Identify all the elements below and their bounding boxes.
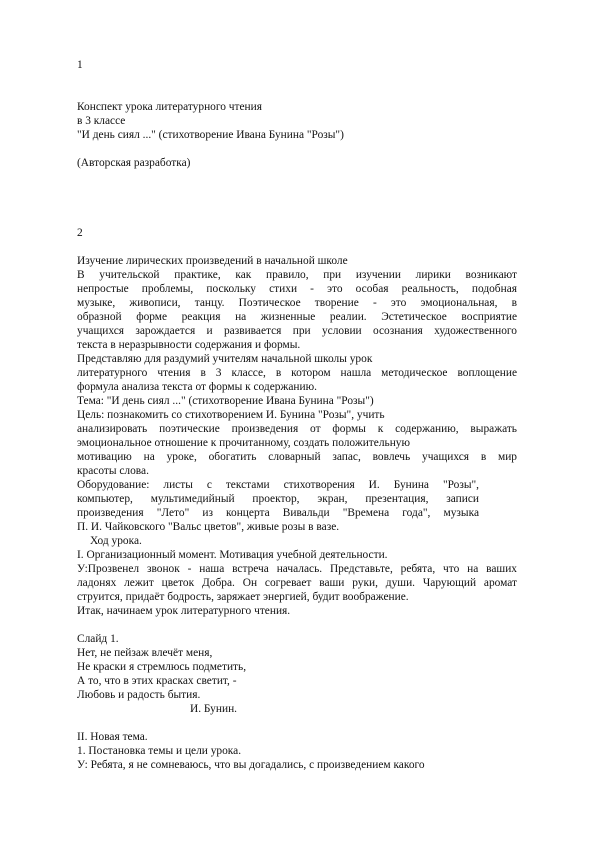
page-number-1: 1	[77, 59, 83, 71]
text-line: музыке, живописи, танцу. Поэтическое творение - это эмоциональная, в	[77, 297, 517, 309]
text-line: литературного чтения в 3 классе, в котором нашла методическое воплощение	[77, 367, 517, 379]
text-line: струится, придаёт бодрость, заряжает энергией, будит воображение.	[77, 591, 409, 603]
poem-line: Не краски я стремлюсь подметить,	[77, 661, 247, 673]
equipment: Оборудование: листы с текстами стихотворения И. Бунина "Розы",	[77, 479, 479, 491]
text-line: У: Ребята, я не сомневаюсь, что вы догадались, с произведением какого	[77, 759, 425, 771]
text-line: ладонях лежит цветок Добра. Он согревает ваши руки, души. Чарующий аромат	[77, 577, 517, 589]
section-heading: Изучение лирических произведений в начальной школе	[77, 255, 348, 267]
text-line: компьютер, мультимедийный проектор, экран, презентация, записи	[77, 493, 479, 505]
text-line: Представляю для раздумий учителям начальной школы урок	[77, 353, 373, 365]
text-line: образной форме реакция на жизненные реалии. Эстетическое восприятие	[77, 311, 517, 323]
text-line: У:Прозвенел звонок - наша встреча началась. Представьте, ребята, что на ваших	[77, 563, 517, 575]
lesson-title-line-2: в 3 классе	[77, 115, 126, 127]
stage-heading: I. Организационный момент. Мотивация учебной деятельности.	[77, 549, 388, 561]
lesson-topic: Тема: "И день сиял ..." (стихотворение Ивана Бунина "Розы")	[77, 395, 374, 407]
poem-line: А то, что в этих красках светит, -	[77, 675, 237, 687]
text-line: Итак, начинаем урок литературного чтения.	[77, 605, 291, 617]
page-number-2: 2	[77, 227, 83, 239]
text-line: текста в неразрывности содержания и формы.	[77, 339, 301, 351]
lesson-goal: Цель: познакомить со стихотворением И. Бунина "Розы", учить	[77, 409, 385, 421]
stage-heading: II. Новая тема.	[77, 731, 148, 743]
text-line: анализировать поэтические произведения от формы к содержанию, выражать	[77, 423, 517, 435]
poem-line: Нет, не пейзаж влечёт меня,	[77, 647, 213, 659]
lesson-title-line-1: Конспект урока литературного чтения	[77, 101, 262, 113]
text-line: В учительской практике, как правило, при изучении лирики возникают	[77, 269, 517, 281]
text-line: 1. Постановка темы и цели урока.	[77, 745, 242, 757]
text-line: непростые проблемы, поскольку стихи - это особая реальность, подобная	[77, 283, 517, 295]
lesson-progress-heading: Ход урока.	[90, 535, 142, 547]
text-line: произведения "Лето" из концерта Вивальди "Времена года", музыка	[77, 507, 479, 519]
poem-line: Любовь и радость бытия.	[77, 689, 201, 701]
text-line: учащихся зарождается и развивается при условии осознания художественного	[77, 325, 517, 337]
text-line: красоты слова.	[77, 465, 149, 477]
author-note: (Авторская разработка)	[77, 157, 191, 169]
slide-label: Слайд 1.	[77, 633, 119, 645]
poem-author: И. Бунин.	[190, 703, 238, 715]
text-line: формула анализа текста от формы к содержанию.	[77, 381, 317, 393]
text-line: мотивацию на уроке, обогатить словарный запас, вовлечь учащихся в мир	[77, 451, 517, 463]
text-line: П. И. Чайковского "Вальс цветов", живые розы в вазе.	[77, 521, 340, 533]
text-line: эмоциональное отношение к прочитанному, создать положительную	[77, 437, 411, 449]
lesson-title-line-3: "И день сиял ..." (стихотворение Ивана Бунина "Розы")	[77, 129, 344, 141]
